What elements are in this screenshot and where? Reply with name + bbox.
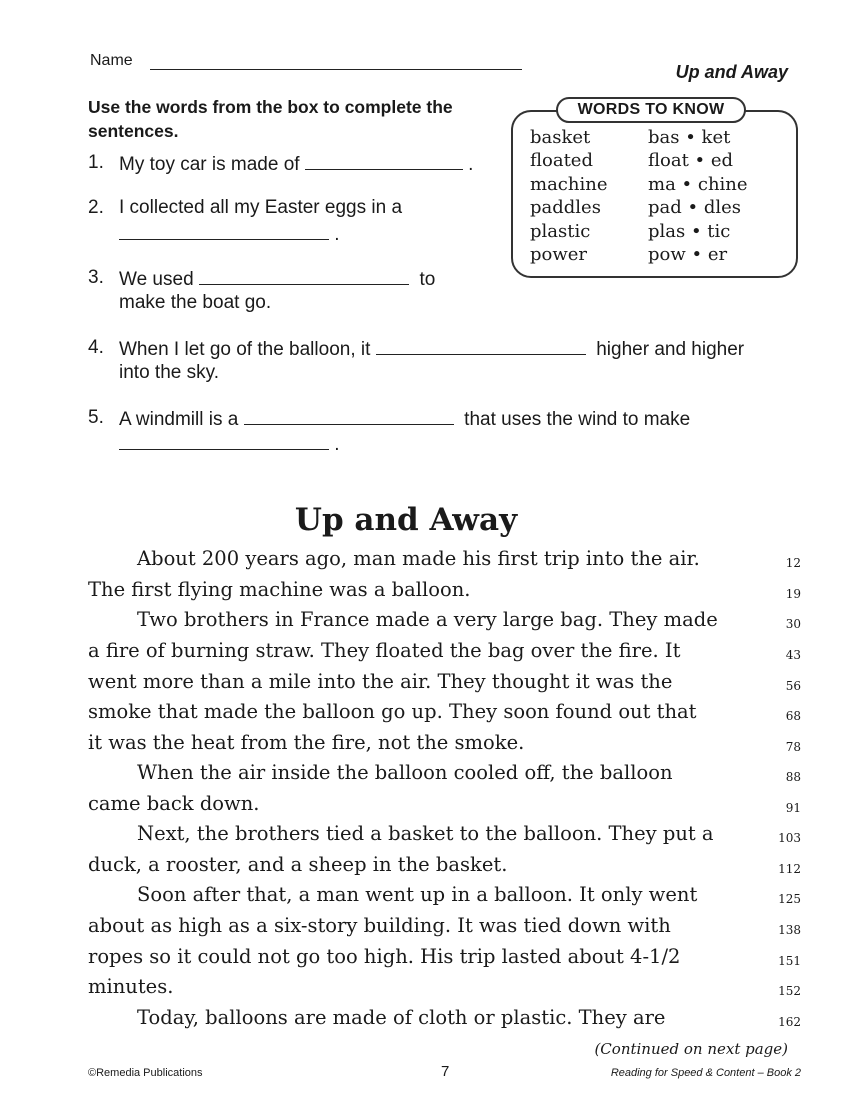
story-line: About 200 years ago, man made his first trip into the air. <box>137 547 700 570</box>
word-count: 30 <box>785 617 801 631</box>
story-title: Up and Away <box>294 502 518 538</box>
question-text: . <box>334 224 340 245</box>
question-number: 4. <box>88 337 104 358</box>
story-line: smoke that made the balloon go up. They soon found out that <box>88 700 697 723</box>
story-line: ropes so it could not go too high. His trip lasted about 4-1/2 <box>88 945 681 968</box>
word-count: 78 <box>785 740 801 754</box>
continued-note: (Continued on next page) <box>594 1040 788 1058</box>
word-count: 91 <box>785 801 801 815</box>
story-line: about as high as a six-story building. It was tied down with <box>88 914 671 937</box>
vocab-word: power <box>530 244 588 266</box>
story-line: minutes. <box>88 975 174 998</box>
story-line: Next, the brothers tied a basket to the balloon. They put a <box>137 822 714 845</box>
story-line: came back down. <box>88 792 260 815</box>
question-text: . <box>334 434 340 455</box>
question-number: 5. <box>88 407 104 428</box>
question-text: higher and higher <box>596 339 745 360</box>
word-count: 151 <box>778 954 801 968</box>
question-text: I collected all my Easter eggs in a <box>119 197 403 218</box>
name-input-line[interactable] <box>150 69 522 70</box>
vocab-word: paddles <box>530 197 601 219</box>
story-line: went more than a mile into the air. They thought it was the <box>88 670 673 693</box>
page-title: Up and Away <box>675 62 788 82</box>
vocab-word: basket <box>530 127 591 148</box>
word-count: 43 <box>785 648 801 662</box>
story-line: The first flying machine was a balloon. <box>88 578 471 601</box>
word-count: 125 <box>778 892 801 906</box>
name-label: Name <box>90 52 133 69</box>
vocab-word: plastic <box>530 220 591 242</box>
word-count: 162 <box>778 1015 801 1029</box>
question-text: into the sky. <box>119 362 219 383</box>
story-line: When the air inside the balloon cooled off, the balloon <box>137 761 673 784</box>
question-text: . <box>468 154 474 175</box>
word-count: 68 <box>785 709 801 723</box>
question-text: to <box>419 269 436 290</box>
word-count: 103 <box>778 831 801 845</box>
question-text: make the boat go. <box>119 292 272 313</box>
syllable-list <box>648 126 748 266</box>
vocab-word: floated <box>530 150 593 172</box>
question-text: We used <box>119 269 194 290</box>
story-line: a fire of burning straw. They floated the bag over the fire. It <box>88 639 681 662</box>
vocab-syllables: bas • ket <box>648 127 731 148</box>
book-title-footer: Reading for Speed & Content – Book 2 <box>610 1067 801 1079</box>
story-line: duck, a rooster, and a sheep in the basket. <box>88 853 508 876</box>
story-line: it was the heat from the fire, not the smoke. <box>88 731 525 754</box>
publisher-footer: ©Remedia Publications <box>88 1067 203 1079</box>
word-count: 56 <box>785 679 801 693</box>
story-line: Soon after that, a man went up in a balloon. It only went <box>137 883 698 906</box>
story-line: Two brothers in France made a very large bag. They made <box>137 608 718 631</box>
words-to-know-title: WORDS TO KNOW <box>556 97 746 123</box>
word-count: 138 <box>778 923 801 937</box>
story-line: Today, balloons are made of cloth or plastic. They are <box>137 1006 666 1029</box>
answer-blank[interactable] <box>376 335 586 355</box>
vocab-syllables: pad • dles <box>648 197 742 219</box>
page-number: 7 <box>441 1063 450 1080</box>
answer-blank[interactable] <box>119 430 329 450</box>
question-number: 3. <box>88 267 104 288</box>
vocab-word: machine <box>530 173 608 195</box>
word-count: 112 <box>778 862 801 876</box>
word-count: 152 <box>778 984 801 998</box>
word-count: 88 <box>785 770 801 784</box>
answer-blank[interactable] <box>244 405 454 425</box>
word-list <box>530 126 607 266</box>
word-count: 19 <box>785 587 801 601</box>
word-count: 12 <box>785 556 801 570</box>
answer-blank[interactable] <box>119 220 329 240</box>
question-text: When I let go of the balloon, it <box>119 339 371 360</box>
answer-blank[interactable] <box>305 150 463 170</box>
answer-blank[interactable] <box>199 265 409 285</box>
instructions: Use the words from the box to complete the sentences. <box>88 97 453 141</box>
question-number: 2. <box>88 197 104 218</box>
question-number: 1. <box>88 152 104 173</box>
vocab-syllables: ma • chine <box>648 173 748 195</box>
question-text: My toy car is made of <box>119 154 300 175</box>
question-text: that uses the wind to make <box>464 409 691 430</box>
vocab-syllables: plas • tic <box>648 220 731 242</box>
vocab-syllables: pow • er <box>648 244 728 266</box>
question-text: A windmill is a <box>119 409 239 430</box>
vocab-syllables: float • ed <box>648 150 734 172</box>
